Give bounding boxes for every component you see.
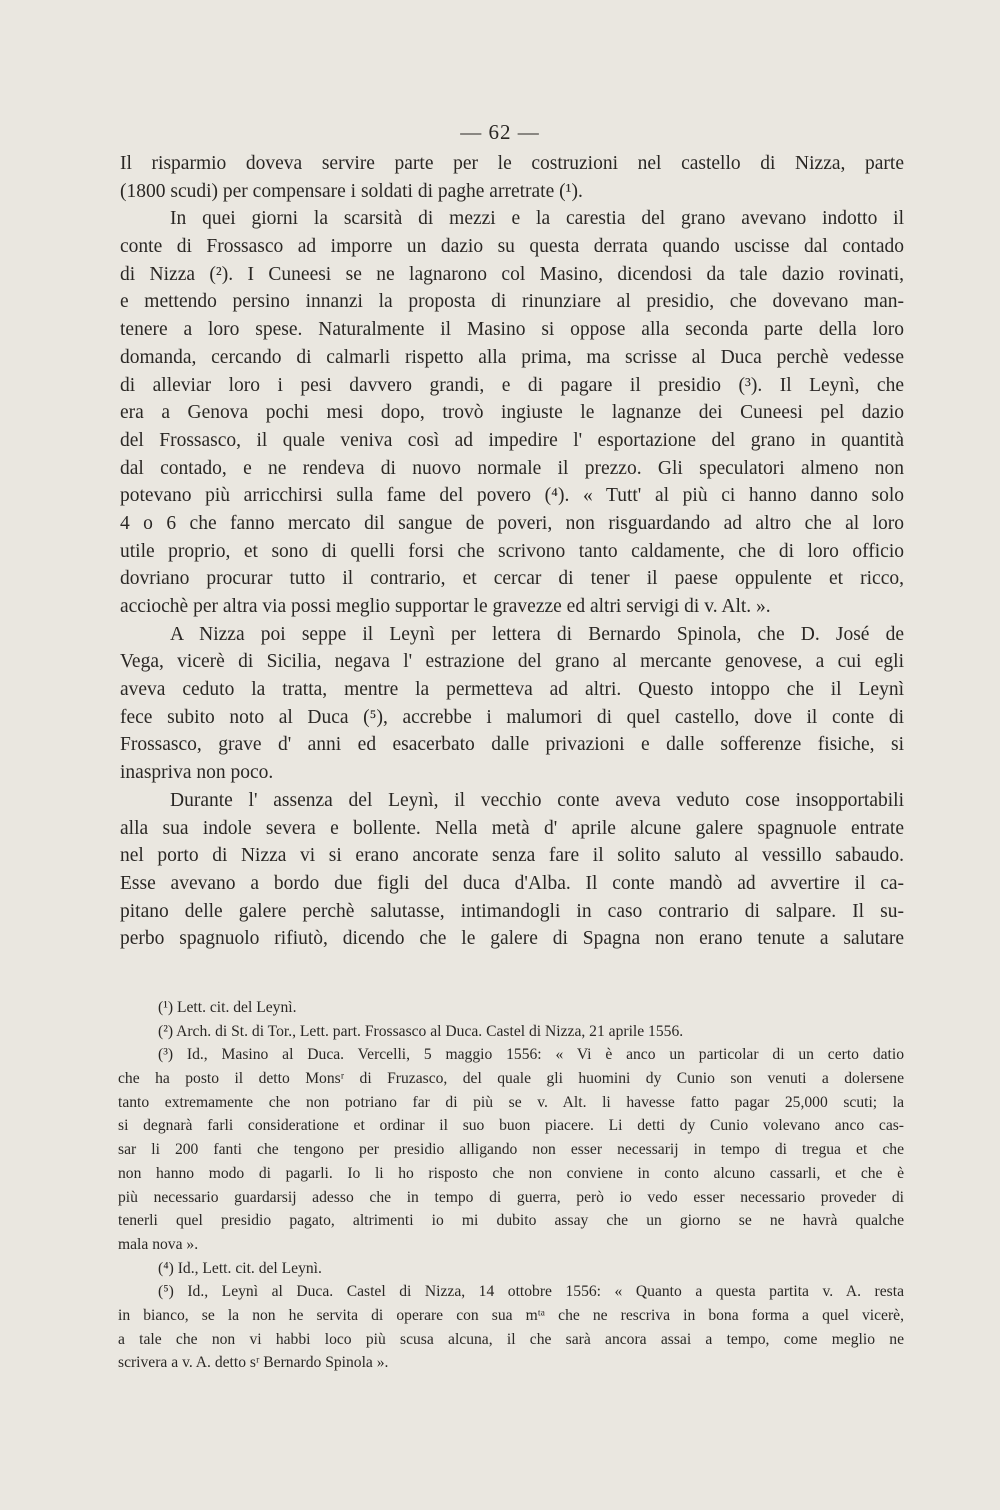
footnote-line: non hanno modo di pagarli. Io li ho risposto che non conviene in conto alcuno cassarli, et che è bbox=[118, 1164, 904, 1182]
footnote-line: tanto extremamente che non potriano far di più se v. Alt. li havesse fatto pagar 25,000 scuti; la bbox=[118, 1093, 904, 1111]
footnote-line: più necessario guardarsij adesso che in tempo di guerra, però io vedo esser necessario proveder di bbox=[118, 1188, 904, 1206]
footnote-line: a tale che non vi habbi loco più scusa alcuna, il che sarà ancora assai a tempo, come meglio ne bbox=[118, 1330, 904, 1348]
footnote-line: (²) Arch. di St. di Tor., Lett. part. Frossasco al Duca. Castel di Nizza, 21 aprile 1556. bbox=[158, 1022, 684, 1040]
body-line: (1800 scudi) per compensare i soldati di paghe arretrate (¹). bbox=[120, 180, 583, 202]
footnote-line: tenerli quel presidio pagato, altrimenti io mi dubito assay che un giorno se ne havrà qualche bbox=[118, 1212, 904, 1230]
body-line: utile proprio, et sono di quelli forsi che scrivono tanto caldamente, che di loro officio bbox=[120, 540, 904, 562]
body-line: aveva ceduto la tratta, mentre la permetteva ad altri. Questo intoppo che il Leynì bbox=[120, 679, 904, 701]
body-line: acciochè per altra via possi meglio supportar le gravezze ed altri servigi di v. Alt. ». bbox=[120, 596, 771, 617]
footnotes bbox=[118, 996, 904, 1375]
body-line: era a Genova pochi mesi dopo, trovò ingiuste le lagnanze dei Cuneesi pel dazio bbox=[120, 402, 904, 424]
body-line: inaspriva non poco. bbox=[120, 762, 274, 784]
footnote-line: in bianco, se la non he servita di operare con sua mᵗᵃ che ne rescriva in bona forma a quel vicerè, bbox=[118, 1306, 904, 1324]
footnote-line: mala nova ». bbox=[118, 1235, 199, 1253]
body-line: e mettendo persino innanzi la proposta di rinunziare al presidio, che dovevano man- bbox=[120, 291, 904, 313]
body-line: fece subito noto al Duca (⁵), accrebbe i malumori di quel castello, dove il conte di bbox=[120, 706, 904, 728]
body-line: del Frossasco, il quale veniva così ad impedire l' esportazione del grano in quantità bbox=[120, 429, 904, 451]
footnote-line: (⁴) Id., Lett. cit. del Leynì. bbox=[158, 1259, 322, 1277]
body-line: Durante l' assenza del Leynì, il vecchio conte aveva veduto cose insopportabili bbox=[170, 789, 904, 811]
footnote-line: (¹) Lett. cit. del Leynì. bbox=[158, 999, 297, 1016]
body-line: Il risparmio doveva servire parte per le costruzioni nel castello di Nizza, parte bbox=[120, 153, 904, 174]
body-line: dovriano procurar tutto il contrario, et cercar di tener il paese oppulente et ricco, bbox=[120, 568, 904, 590]
body-line: conte di Frossasco ad imporre un dazio su questa derrata quando uscisse dal contado bbox=[120, 236, 904, 258]
body-line: 4 o 6 che fanno mercato dil sangue de poveri, non risguardando ad altro che al loro bbox=[120, 512, 904, 534]
footnote-line: che ha posto il detto Monsʳ di Fruzasco, del quale gli huomini dy Cunio son venuti a dolersene bbox=[118, 1070, 904, 1088]
body-line: A Nizza poi seppe il Leynì per lettera di Bernardo Spinola, che D. José de bbox=[170, 623, 904, 645]
main-text bbox=[120, 150, 904, 953]
footnote-line: sar li 200 fanti che tengono per presidio alligando non esser necessarij in tempo di tregua et che bbox=[118, 1141, 904, 1159]
body-line: di alleviar loro i pesi davvero grandi, e di pagare il presidio (³). Il Leynì, che bbox=[120, 374, 904, 396]
body-line: perbo spagnuolo rifiutò, dicendo che le galere di Spagna non erano tenute a salutare bbox=[120, 928, 904, 950]
body-line: In quei giorni la scarsità di mezzi e la carestia del grano avevano indotto il bbox=[170, 208, 904, 230]
body-line: domanda, cercando di calmarli rispetto alla prima, ma scrisse al Duca perchè vedesse bbox=[120, 346, 904, 368]
body-line: Frossasco, grave d' anni ed esacerbato dalle privazioni e dalle sofferenze fisiche, si bbox=[120, 734, 904, 756]
footnote-line: scrivera a v. A. detto sʳ Bernardo Spinola ». bbox=[118, 1354, 389, 1372]
footnote-line: (³) Id., Masino al Duca. Vercelli, 5 maggio 1556: « Vi è anco un particolar di un certo datio bbox=[158, 1046, 904, 1064]
body-line: di Nizza (²). I Cuneesi se ne lagnarono col Masino, dicendosi da tale dazio rovinati, bbox=[120, 263, 904, 285]
body-line: pitano delle galere perchè salutasse, intimandogli in caso contrario di salpare. Il su- bbox=[120, 900, 904, 922]
body-line: Vega, vicerè di Sicilia, negava l' estrazione del grano al mercante genovese, a cui egli bbox=[120, 651, 904, 673]
footnote-line: (⁵) Id., Leynì al Duca. Castel di Nizza, 14 ottobre 1556: « Quanto a questa partita v. A. resta bbox=[158, 1283, 904, 1301]
body-line: nel porto di Nizza vi si erano ancorate senza fare il solito saluto al vessillo sabaudo. bbox=[120, 845, 904, 867]
page-number: — 62 — bbox=[460, 120, 540, 144]
body-line: tenere a loro spese. Naturalmente il Masino si oppose alla seconda parte della loro bbox=[120, 319, 904, 341]
body-line: potevano più arricchirsi sulla fame del povero (⁴). « Tutt' al più ci hanno danno solo bbox=[120, 485, 904, 507]
body-line: alla sua indole severa e bollente. Nella metà d' aprile alcune galere spagnuole entrate bbox=[120, 817, 904, 839]
footnote-line: si degnarà farli consideratione et ordinar il suo buon piacere. Li detti dy Cunio volevano anco cas- bbox=[118, 1117, 904, 1135]
body-line: Esse avevano a bordo due figli del duca d'Alba. Il conte mandò ad avvertire il ca- bbox=[120, 872, 904, 894]
body-line: dal contado, e ne rendeva di nuovo normale il prezzo. Gli speculatori almeno non bbox=[120, 457, 904, 479]
